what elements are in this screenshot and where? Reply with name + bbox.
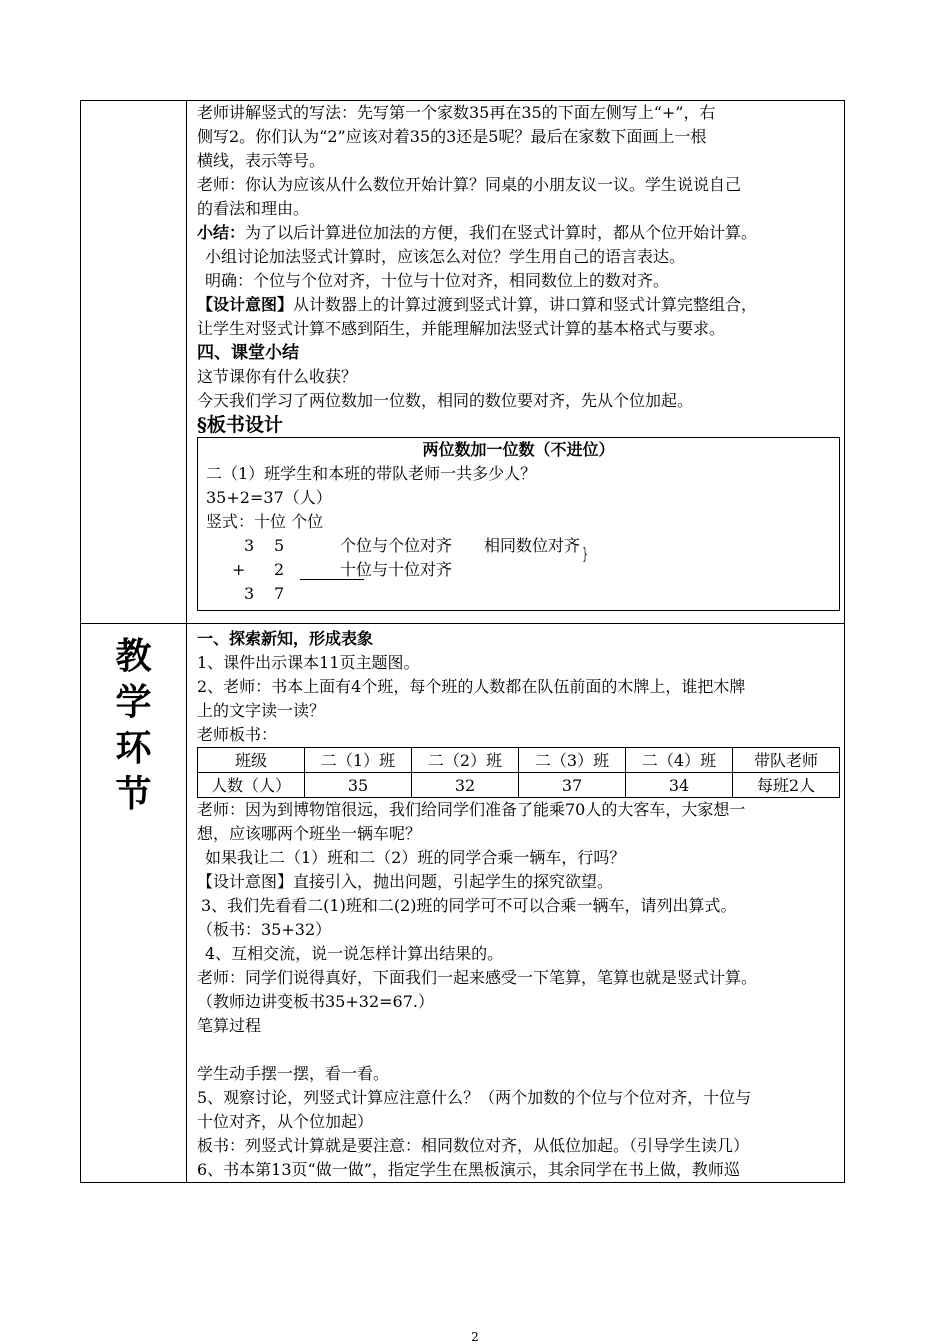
- sum-line: [300, 579, 364, 580]
- text-line: 【设计意图】直接引入，抛出问题，引起学生的探究欲望。: [197, 872, 614, 891]
- table-cell: 二（3）班: [519, 748, 626, 773]
- table-cell: 二（1）班: [305, 748, 412, 773]
- text-line: 6、书本第13页“做一做”，指定学生在黑板演示，其余同学在书上做，教师巡: [197, 1160, 740, 1179]
- design-intent-text: 从计数器上的计算过渡到竖式计算，讲口算和竖式计算完整组合，: [293, 295, 758, 314]
- text-line: 老师：你认为应该从什么数位开始计算？同桌的小朋友议一议。学生说说自己: [197, 175, 742, 194]
- text-line: 老师板书：: [197, 725, 278, 744]
- design-intent-label: 【设计意图】: [197, 295, 294, 314]
- text-line: 3、我们先看看二(1)班和二(2)班的同学可不可以合乘一辆车，请列出算式。: [201, 896, 737, 915]
- teaching-section-row: [81, 624, 845, 1183]
- table-cell: 35: [305, 773, 412, 798]
- board-equation: 35+2=37（人）: [206, 488, 332, 507]
- digit-ones: 5: [274, 536, 285, 555]
- text-line: （板书：35+32）: [197, 920, 332, 939]
- digit-tens: 3: [244, 536, 255, 555]
- section-label: 教 学 环 节: [115, 636, 152, 815]
- question-line: 这节课你有什么收获？: [197, 367, 358, 386]
- text-line: 板书：列竖式计算就是要注意：相同数位对齐，从低位加起。（引导学生读几）: [197, 1136, 750, 1155]
- top-content-cell: [187, 101, 845, 624]
- digit-tens: 3: [244, 584, 255, 603]
- table-cell: 34: [626, 773, 733, 798]
- section-label-cell: [81, 624, 187, 1183]
- board-title: 两位数加一位数（不进位）: [422, 440, 615, 459]
- text-line: 笔算过程: [197, 1016, 262, 1035]
- table-cell: 32: [412, 773, 519, 798]
- board-question: 二（1）班学生和本班的带队老师一共多少人？: [206, 464, 537, 483]
- table-cell: 人数（人）: [198, 773, 305, 798]
- summary-line: [197, 221, 840, 245]
- table-cell: 37: [519, 773, 626, 798]
- text-line: 十位对齐，从个位加起）: [197, 1112, 374, 1131]
- text-line: 想，应该哪两个班坐一辆车呢？: [197, 824, 422, 843]
- plus-sign: +: [232, 560, 246, 579]
- text-line: 学生动手摆一摆，看一看。: [197, 1064, 390, 1083]
- page-number: 2: [471, 1330, 479, 1344]
- digit-ones: 2: [274, 560, 285, 579]
- blank-line: [197, 1038, 840, 1062]
- table-cell: 带队老师: [733, 748, 840, 773]
- text-line: 侧写2。你们认为“2”应该对着35的3还是5呢？最后在家数下面画上一根: [197, 127, 707, 146]
- summary-label: 小结：: [197, 223, 246, 242]
- text-line: 老师：因为到博物馆很远，我们给同学们准备了能乘70人的大客车，大家想一: [197, 800, 746, 819]
- text-line: 的看法和理由。: [197, 199, 310, 218]
- left-empty-cell: [81, 101, 187, 624]
- group-discuss-line: 小组讨论加法竖式计算时，应该怎么对位？学生用自己的语言表达。: [205, 247, 686, 266]
- bottom-content-cell: [187, 624, 845, 1183]
- text-line: （教师边讲变板书35+32=67.）: [197, 992, 434, 1011]
- text-line: 横线，表示等号。: [197, 151, 326, 170]
- digit-ones: 7: [274, 584, 285, 603]
- text-line: 老师讲解竖式的写法：先写第一个家数35再在35的下面左侧写上“+”，右: [197, 103, 716, 122]
- section-heading: 四、课堂小结: [197, 343, 299, 363]
- table-row: [198, 773, 840, 798]
- table-row: [198, 748, 840, 773]
- board-design-row: [81, 101, 845, 624]
- board-design-heading: §板书设计: [197, 414, 283, 436]
- class-count-table: [197, 747, 840, 798]
- table-cell: 二（4）班: [626, 748, 733, 773]
- note-tens-align: 十位与十位对齐: [340, 560, 453, 579]
- text-line: 4、互相交流，说一说怎样计算出结果的。: [205, 944, 504, 963]
- design-intent-line-2: 让学生对竖式计算不感到陌生，并能理解加法竖式计算的基本格式与要求。: [197, 319, 726, 338]
- board-design-box: [197, 437, 840, 611]
- board-vertical-label: 竖式：十位 个位: [206, 512, 324, 531]
- text-line: 如果我让二（1）班和二（2）班的同学合乘一辆车，行吗？: [205, 848, 626, 867]
- text-line: 5、观察讨论，列竖式计算应注意什么？（两个加数的个位与个位对齐，十位与: [197, 1088, 752, 1107]
- table-cell: 班级: [198, 748, 305, 773]
- section-heading: 一、探索新知，形成表象: [197, 629, 374, 648]
- brace-mark: }: [582, 544, 588, 563]
- lesson-plan-table: [80, 100, 845, 1183]
- table-cell: 每班2人: [733, 773, 840, 798]
- summary-text: 为了以后计算进位加法的方便，我们在竖式计算时，都从个位开始计算。: [245, 223, 758, 242]
- answer-line: 今天我们学习了两位数加一位数，相同的数位要对齐，先从个位加起。: [197, 391, 694, 410]
- table-cell: 二（2）班: [412, 748, 519, 773]
- note-ones-align: 个位与个位对齐: [340, 536, 453, 555]
- text-line: 1、课件出示课本11页主题图。: [197, 653, 420, 672]
- text-line: 2、老师：书本上面有4个班，每个班的人数都在队伍前面的木牌上，谁把木牌: [197, 677, 746, 696]
- vertical-calculation: [198, 534, 839, 606]
- note-same-digit-align: 相同数位对齐: [484, 536, 581, 555]
- design-intent-line: [197, 293, 840, 317]
- clarify-line: 明确：个位与个位对齐，十位与十位对齐，相同数位上的数对齐。: [205, 271, 670, 290]
- text-line: 老师：同学们说得真好，下面我们一起来感受一下笔算，笔算也就是竖式计算。: [197, 968, 758, 987]
- text-line: 上的文字读一读？: [197, 701, 326, 720]
